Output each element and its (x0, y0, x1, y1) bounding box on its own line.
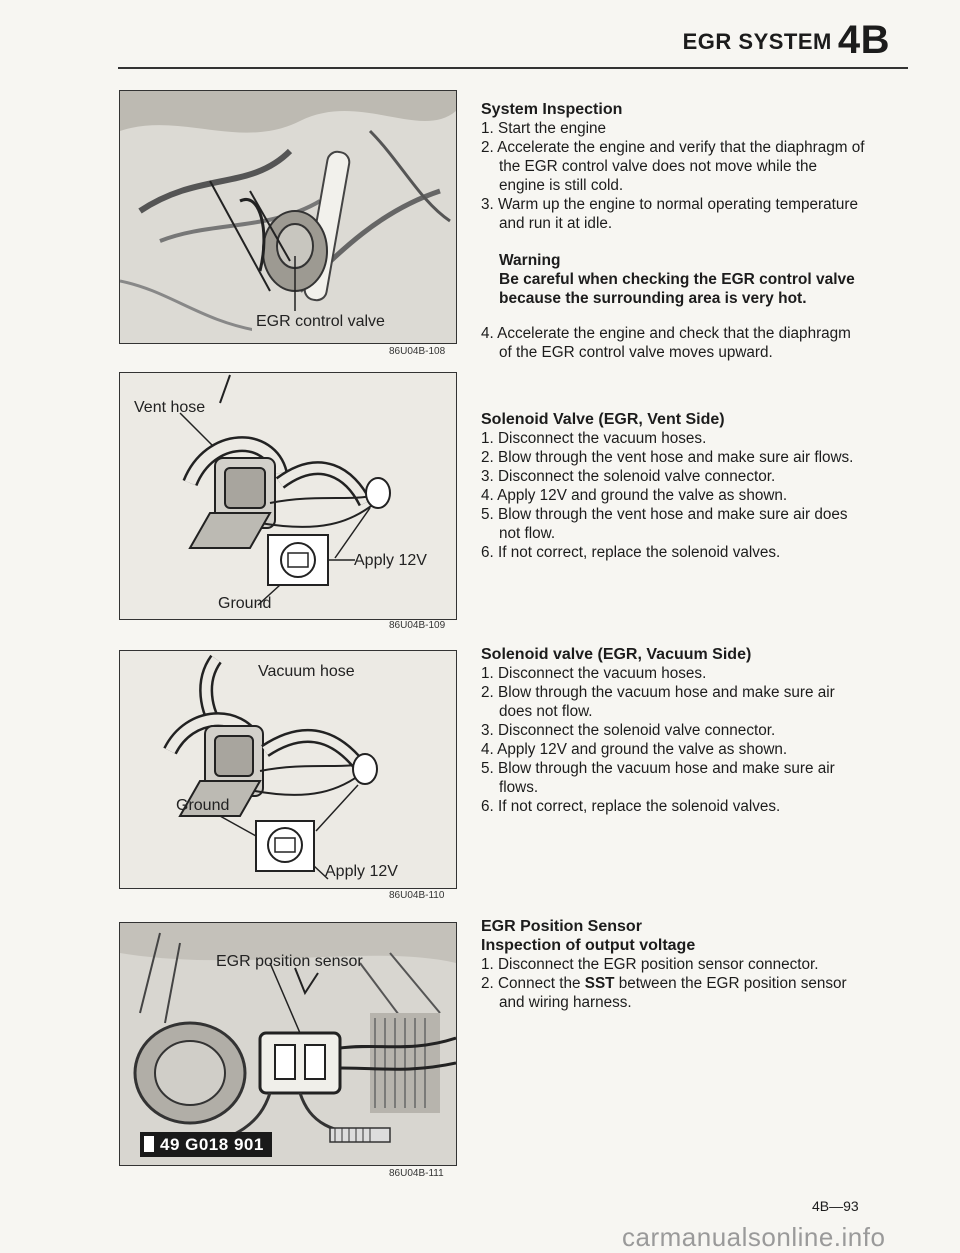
header-title: EGR SYSTEM (682, 29, 832, 54)
label-egr-control-valve: EGR control valve (256, 313, 385, 330)
step-item: 5. Blow through the vent hose and make sure air does not flow. (481, 506, 848, 542)
section-title: EGR Position Sensor (481, 918, 642, 935)
header-section: 4B (837, 18, 890, 62)
step-item: 3. Warm up the engine to normal operating temperature and run it at idle. (481, 196, 858, 232)
label-egr-position-sensor: EGR position sensor (216, 953, 363, 970)
step-item: 3. Disconnect the solenoid valve connector. (481, 722, 776, 739)
page-header (683, 18, 890, 63)
label-ground: Ground (176, 797, 230, 814)
section-solenoid-vacuum (481, 645, 866, 816)
step-item: 3. Disconnect the solenoid valve connector. (481, 468, 776, 485)
warning-block (499, 251, 866, 308)
section-title: System Inspection (481, 101, 623, 118)
watermark: carmanualsonline.info (622, 1222, 886, 1252)
figure-code: 86U04B-108 (389, 346, 446, 357)
step-item: 1. Disconnect the vacuum hoses. (481, 665, 707, 682)
label-vent-hose: Vent hose (134, 399, 206, 416)
label-ground: Ground (218, 595, 272, 612)
step-item: 1. Disconnect the EGR position sensor connector. (481, 956, 819, 973)
steps-list (481, 324, 866, 362)
section-solenoid-vent (481, 410, 866, 562)
section-title: Solenoid valve (EGR, Vacuum Side) (481, 646, 752, 663)
steps-list (481, 429, 866, 562)
steps-list (481, 955, 866, 1012)
steps-list (481, 664, 866, 816)
step-item: 6. If not correct, replace the solenoid valves. (481, 798, 781, 815)
step-item: 2. Accelerate the engine and verify that the diaphragm of the EGR control valve does not move while the engine is still cold. (481, 139, 865, 194)
page-number: 4B—93 (812, 1198, 859, 1214)
step-item: 2. Blow through the vent hose and make sure air flows. (481, 449, 854, 466)
section-subtitle: Inspection of output voltage (481, 937, 696, 954)
label-apply-12v: Apply 12V (354, 552, 427, 569)
section-title: Solenoid Valve (EGR, Vent Side) (481, 411, 725, 428)
step-item: 1. Disconnect the vacuum hoses. (481, 430, 707, 447)
figure-code: 86U04B-110 (389, 890, 445, 901)
section-system-inspection (481, 100, 866, 362)
figure-solenoid-vent (119, 372, 457, 620)
label-vacuum-hose: Vacuum hose (258, 663, 355, 680)
step-item: 6. If not correct, replace the solenoid valves. (481, 544, 781, 561)
figure-code: 86U04B-109 (389, 620, 446, 631)
step-item: 4. Accelerate the engine and check that the diaphragm of the EGR control valve moves upward. (481, 325, 851, 361)
step-item: 5. Blow through the vacuum hose and make sure air flows. (481, 760, 835, 796)
section-egr-position-sensor (481, 917, 866, 1012)
figure-egr-position-sensor (119, 922, 457, 1166)
figure-code: 86U04B-111 (389, 1168, 444, 1179)
steps-list (481, 119, 866, 233)
step-item: 1. Start the engine (481, 120, 607, 137)
step-item: 2. Blow through the vacuum hose and make sure air does not flow. (481, 684, 835, 720)
step-item: 4. Apply 12V and ground the valve as shown. (481, 487, 788, 504)
sst-number: 49 G018 901 (160, 1135, 264, 1154)
figure-egr-control-valve (119, 90, 457, 344)
step-item: 4. Apply 12V and ground the valve as shown. (481, 741, 788, 758)
label-apply-12v: Apply 12V (325, 863, 398, 880)
warning-text: Be careful when checking the EGR control valve because the surrounding area is very hot. (499, 271, 855, 307)
warning-title: Warning (499, 252, 561, 269)
header-rule (118, 67, 908, 69)
egr-valve-photo (120, 91, 456, 343)
figure-solenoid-vacuum (119, 650, 457, 889)
solenoid-vacuum-diagram (120, 651, 456, 888)
step-item: 2. Connect the SST between the EGR position sensor and wiring harness. (481, 975, 847, 1011)
sst-part-number (140, 1132, 272, 1157)
sst-marker (144, 1136, 154, 1152)
